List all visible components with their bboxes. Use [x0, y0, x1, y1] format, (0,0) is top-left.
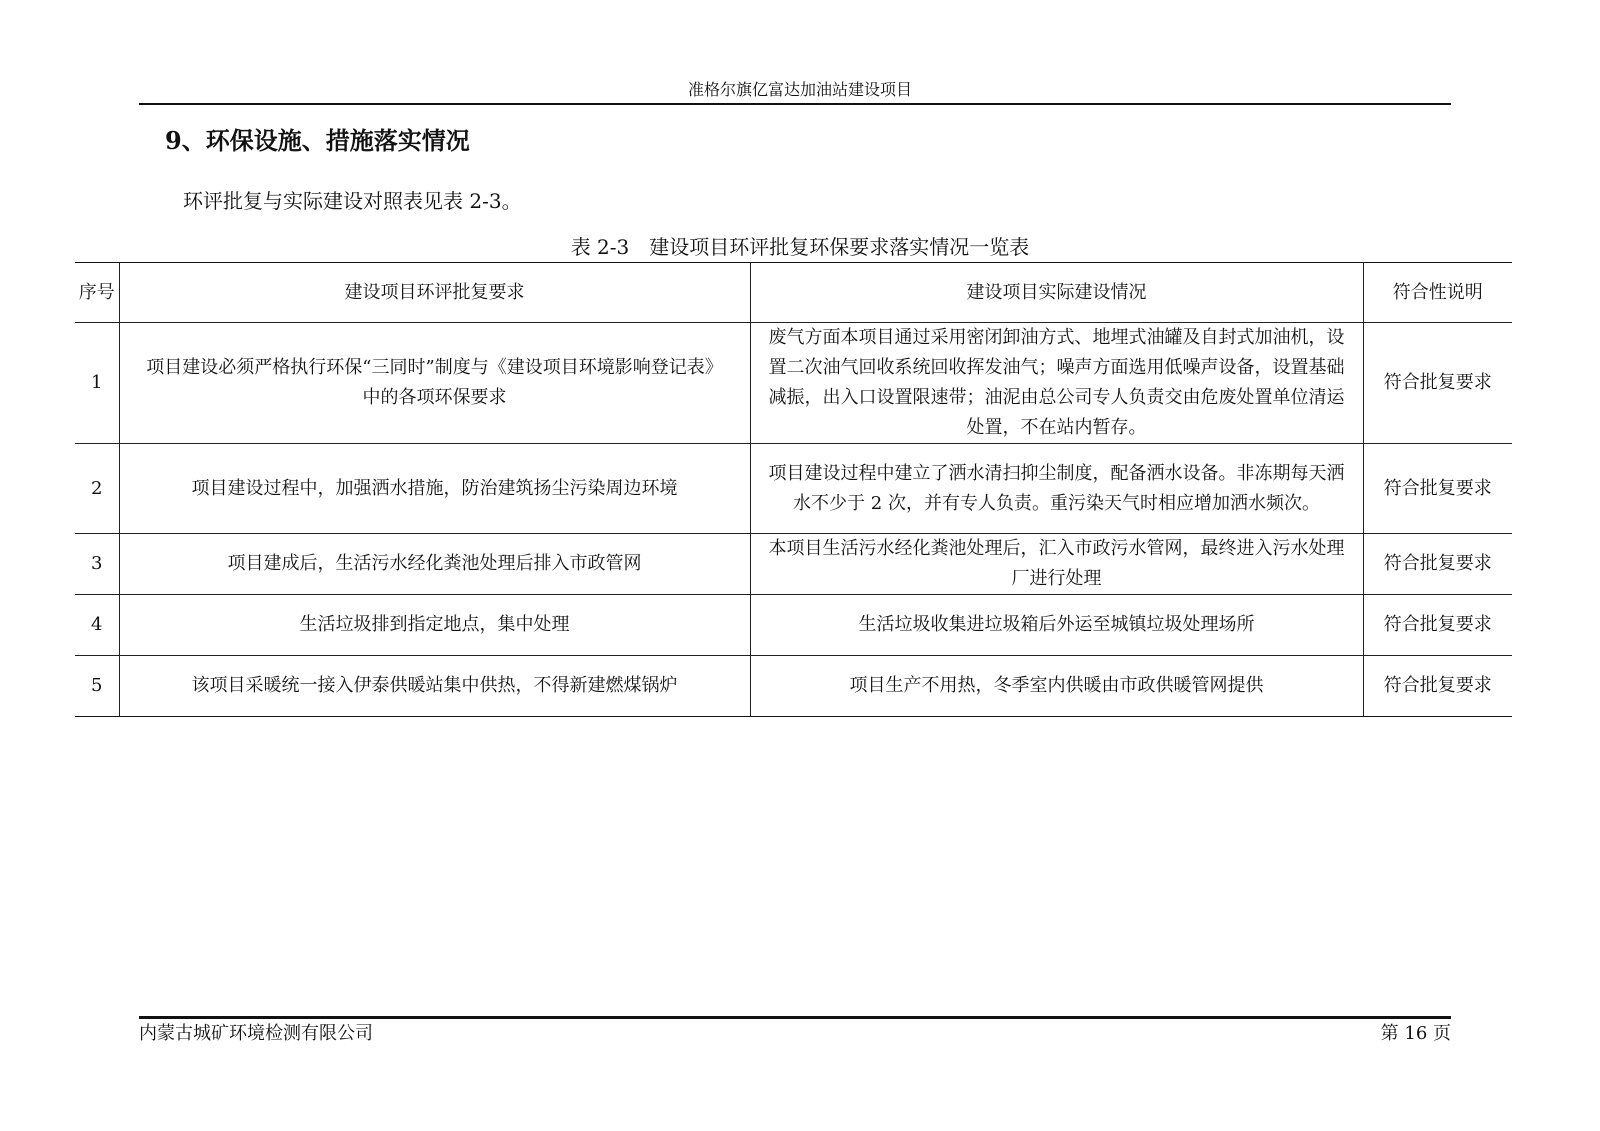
row-no: 3 [75, 534, 119, 595]
row-actual: 废气方面本项目通过采用密闭卸油方式、地埋式油罐及自封式加油机，设置二次油气回收系统回收挥发油气；噪声方面选用低噪声设备，设置基础减振，出入口设置限速带；油泥由总公司专人负责交由危废处置单位清运处置，不在站内暂存。 [750, 323, 1363, 444]
row-requirement: 生活垃圾排到指定地点，集中处理 [119, 595, 750, 656]
row-requirement: 项目建设过程中，加强洒水措施，防治建筑扬尘污染周边环境 [119, 444, 750, 534]
header-cell-requirement: 建设项目环评批复要求 [119, 263, 750, 323]
compliance-table [75, 262, 1512, 717]
table-row [75, 323, 1512, 444]
table-caption: 表 2-3 建设项目环评批复环保要求落实情况一览表 [570, 235, 1030, 259]
row-compliance: 符合批复要求 [1363, 323, 1512, 444]
row-no: 2 [75, 444, 119, 534]
header-cell-no: 序号 [75, 263, 119, 323]
row-compliance: 符合批复要求 [1363, 534, 1512, 595]
row-requirement: 该项目采暖统一接入伊泰供暖站集中供热，不得新建燃煤锅炉 [119, 656, 750, 717]
row-actual: 项目生产不用热，冬季室内供暖由市政供暖管网提供 [750, 656, 1363, 717]
row-requirement: 项目建成后，生活污水经化粪池处理后排入市政管网 [119, 534, 750, 595]
section-heading: 9、环保设施、措施落实情况 [165, 126, 470, 155]
header-cell-actual: 建设项目实际建设情况 [750, 263, 1363, 323]
row-requirement: 项目建设必须严格执行环保“三同时”制度与《建设项目环境影响登记表》中的各项环保要求 [119, 323, 750, 444]
row-no: 4 [75, 595, 119, 656]
intro-paragraph: 环评批复与实际建设对照表见表 2-3。 [183, 189, 522, 213]
footer-company-name: 内蒙古城矿环境检测有限公司 [139, 1023, 373, 1044]
footer-page-number: 第 16 页 [1380, 1023, 1451, 1044]
row-actual: 本项目生活污水经化粪池处理后，汇入市政污水管网，最终进入污水处理厂进行处理 [750, 534, 1363, 595]
table-row [75, 534, 1512, 595]
row-compliance: 符合批复要求 [1363, 656, 1512, 717]
row-no: 1 [75, 323, 119, 444]
row-no: 5 [75, 656, 119, 717]
table-row [75, 656, 1512, 717]
row-actual: 项目建设过程中建立了洒水清扫抑尘制度，配备洒水设备。非冻期每天洒水不少于 2 次，并有专人负责。重污染天气时相应增加洒水频次。 [750, 444, 1363, 534]
footer-rule [139, 1016, 1451, 1019]
table-header-row [75, 263, 1512, 323]
row-compliance: 符合批复要求 [1363, 444, 1512, 534]
running-header-title: 准格尔旗亿富达加油站建设项目 [687, 80, 912, 99]
header-cell-compliance: 符合性说明 [1363, 263, 1512, 323]
table-row [75, 444, 1512, 534]
row-actual: 生活垃圾收集进垃圾箱后外运至城镇垃圾处理场所 [750, 595, 1363, 656]
header-rule [139, 103, 1451, 105]
row-compliance: 符合批复要求 [1363, 595, 1512, 656]
table-row [75, 595, 1512, 656]
